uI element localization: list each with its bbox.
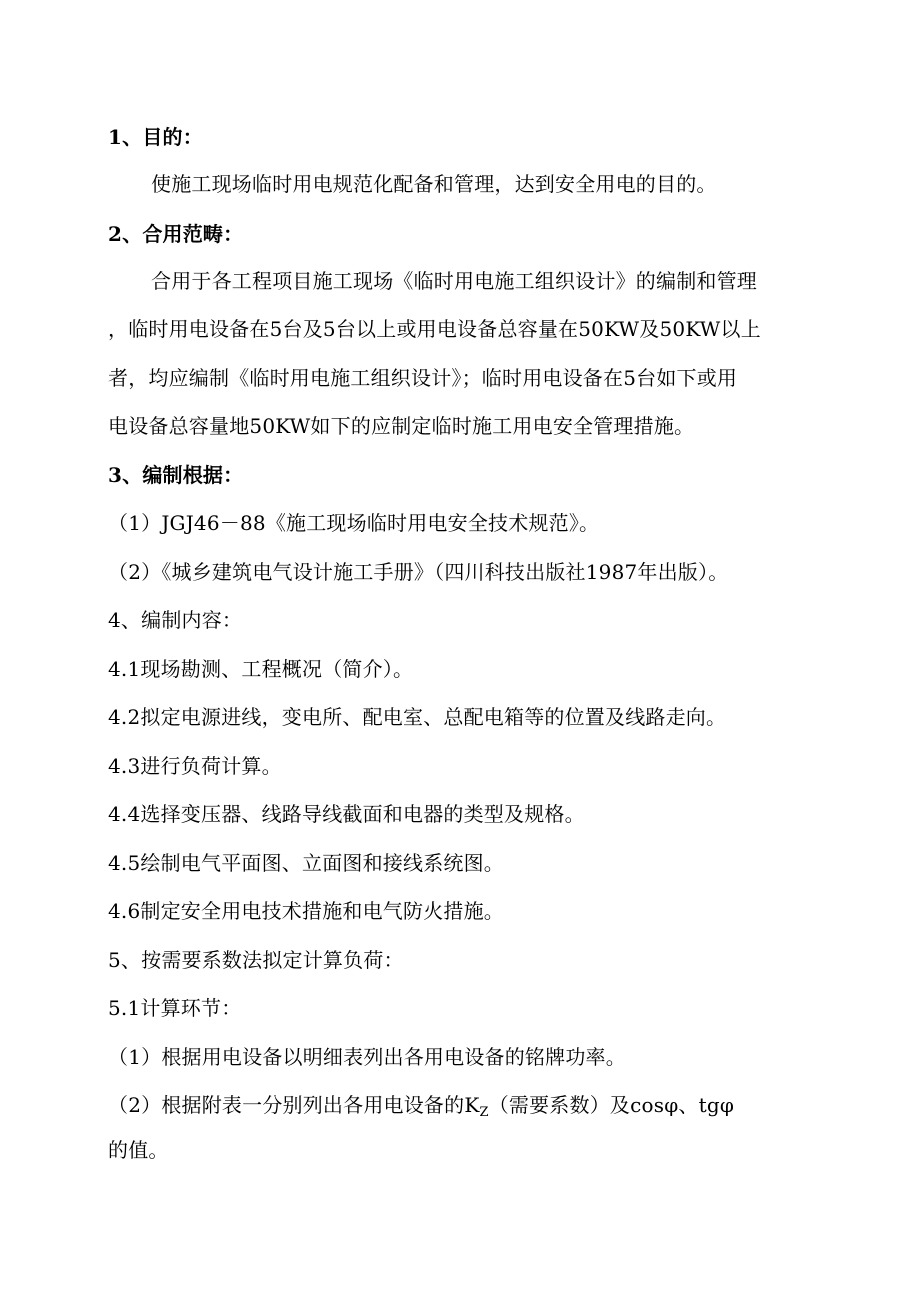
section1-body: 使施工现场临时用电规范化配备和管理，达到安全用电的目的。 xyxy=(151,172,717,196)
section5-1-item1: （1）根据用电设备以明细表列出各用电设备的铭牌功率。 xyxy=(108,1045,626,1069)
section5-heading: 5、按需要系数法拟定计算负荷： xyxy=(108,948,404,972)
section5-1-heading: 5.1计算环节： xyxy=(108,996,242,1020)
section2-body-line2: ，临时用电设备在5台及5台以上或用电设备总容量在50KW及50KW以上 xyxy=(108,317,761,341)
section4-item5: 4.5绘制电气平面图、立面图和接线系统图。 xyxy=(108,851,505,875)
section5-1-item2-pre: （2）根据附表一分别列出各用电设备的K xyxy=(108,1093,480,1117)
kz-subscript: Z xyxy=(479,1105,489,1120)
section3-item1: （1）JGJ46－88《施工现场临时用电安全技术规范》。 xyxy=(108,511,600,535)
section4-item3: 4.3进行负荷计算。 xyxy=(108,754,282,778)
section4-item1: 4.1现场勘测、工程概况（简介）。 xyxy=(108,657,414,681)
section4-heading: 4、编制内容： xyxy=(108,608,243,632)
section3-item2: （2）《城乡建筑电气设计施工手册》（四川科技出版社1987年出版）。 xyxy=(108,560,729,584)
section2-body-line3: 者，均应编制《临时用电施工组织设计》；临时用电设备在5台如下或用 xyxy=(108,366,738,390)
section2-heading: 2、合用范畴： xyxy=(108,222,244,246)
section4-item4: 4.4选择变压器、线路导线截面和电器的类型及规格。 xyxy=(108,802,585,826)
section3-heading: 3、编制根据： xyxy=(108,463,244,487)
section5-1-item2-continuation: 的值。 xyxy=(108,1138,169,1162)
section5-1-item2 xyxy=(108,1091,734,1127)
section4-item2: 4.2拟定电源进线，变电所、配电室、总配电箱等的位置及线路走向。 xyxy=(108,705,727,729)
section2-body-line4: 电设备总容量地50KW如下的应制定临时施工用电安全管理措施。 xyxy=(108,414,695,438)
section5-1-item2-post: （需要系数）及cosφ、tgφ xyxy=(488,1093,735,1117)
section1-heading: 1、目的： xyxy=(108,125,203,149)
section2-body-line1: 合用于各工程项目施工现场《临时用电施工组织设计》的编制和管理 xyxy=(151,269,757,293)
section4-item6: 4.6制定安全用电技术措施和电气防火措施。 xyxy=(108,899,505,923)
